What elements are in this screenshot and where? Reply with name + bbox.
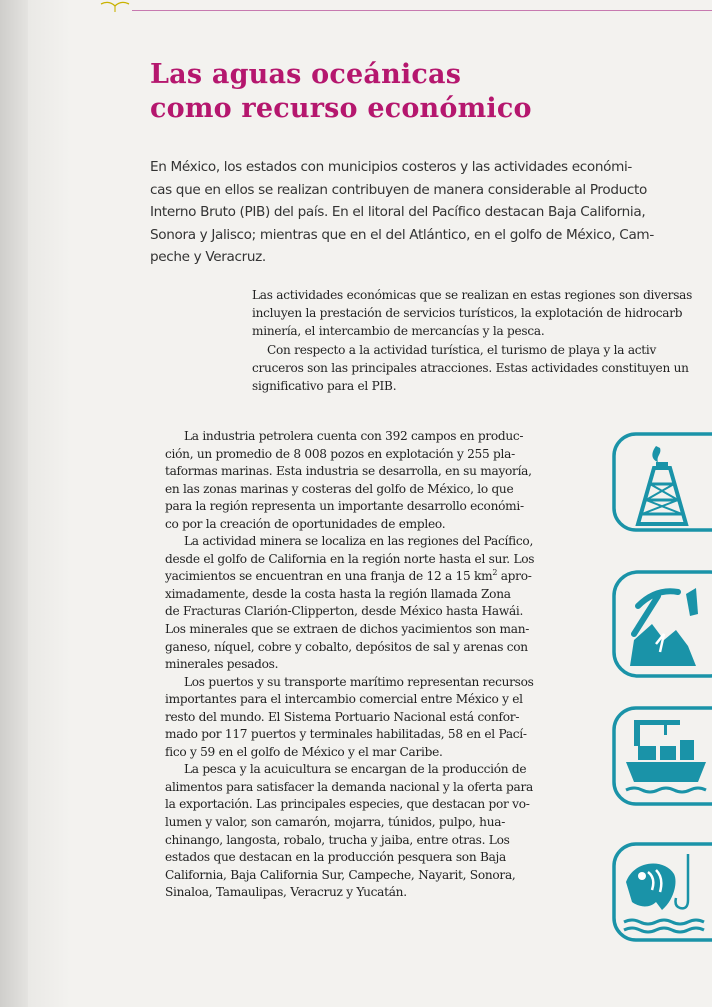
aside-line: incluyen la prestación de servicios turísticos, la explotación de hidrocarb — [252, 306, 683, 321]
superscript: 2 — [492, 568, 498, 578]
main-line: minerales pesados. — [165, 657, 279, 672]
main-line: desde el golfo de California en la región norte hasta el sur. Los — [165, 551, 535, 566]
intro-line: En México, los estados con municipios costeros y las actividades económi- — [150, 159, 632, 175]
title-line-2: como recurso económico — [150, 93, 532, 124]
aside-line: minería, el intercambio de mercancías y la pesca. — [252, 324, 545, 339]
main-line: importantes para el intercambio comercial entre México y el — [165, 692, 523, 707]
main-line — [165, 568, 565, 586]
main-line: resto del mundo. El Sistema Portuario Nacional está confor- — [165, 709, 520, 724]
main-line: ganeso, níquel, cobre y cobalto, depósitos de sal y arenas con — [165, 639, 528, 654]
main-line: Los minerales que se extraen de dichos yacimientos son man- — [165, 622, 530, 637]
main-line: co por la creación de oportunidades de empleo. — [165, 516, 446, 531]
main-line: la exportación. Las principales especies, que destacan por vo- — [165, 797, 530, 812]
page-title — [150, 58, 532, 126]
mining-icon — [612, 570, 712, 678]
main-line: La actividad minera se localiza en las regiones del Pacífico, — [184, 534, 534, 549]
aside-line: cruceros son las principales atracciones. Estas actividades constituyen un — [252, 360, 689, 375]
main-line: Los puertos y su transporte marítimo representan recursos — [184, 674, 534, 689]
main-line-text: yacimientos se encuentran en una franja de 12 a 15 km — [165, 569, 493, 584]
top-ornament-icon — [95, 0, 135, 16]
main-line: para la región representa un importante desarrollo económi- — [165, 499, 524, 514]
fishing-icon — [612, 842, 712, 942]
page-gutter-edge — [0, 0, 28, 1007]
main-line: estados que destacan en la producción pesquera son Baja — [165, 850, 506, 865]
top-rule — [132, 10, 712, 11]
aside-line: Las actividades económicas que se realizan en estas regiones son diversas — [252, 288, 693, 302]
cargo-ship-icon — [612, 706, 712, 806]
main-line: taformas marinas. Esta industria se desarrolla, en su mayoría, — [165, 464, 532, 479]
intro-line: cas que en ellos se realizan contribuyen de manera considerable al Producto — [150, 181, 647, 198]
aside-line: Con respecto a la actividad turística, el turismo de playa y la activ — [267, 342, 657, 357]
main-line: de Fracturas Clarión-Clipperton, desde México hasta Hawái. — [165, 604, 524, 619]
aside-line: significativo para el PIB. — [252, 379, 397, 394]
main-line: chinango, langosta, robalo, trucha y jaiba, entre otras. Los — [165, 832, 510, 847]
intro-line: peche y Veracruz. — [150, 249, 266, 266]
intro-line: Interno Bruto (PIB) del país. En el litoral del Pacífico destacan Baja California, — [150, 204, 646, 221]
main-line: California, Baja California Sur, Campeche, Nayarit, Sonora, — [165, 867, 516, 882]
intro-paragraph — [150, 156, 670, 269]
main-line: mado por 117 puertos y terminales habilitadas, 58 en el Pací- — [165, 727, 527, 742]
title-line-1: Las aguas oceánicas — [150, 59, 462, 90]
main-text — [165, 428, 565, 902]
main-line: ción, un promedio de 8 008 pozos en explotación y 255 pla- — [165, 446, 515, 461]
oil-rig-icon — [612, 432, 712, 532]
main-line: La pesca y la acuicultura se encargan de la producción de — [184, 762, 527, 777]
main-line: alimentos para satisfacer la demanda nacional y la oferta para — [165, 779, 533, 794]
aside-paragraph — [252, 286, 712, 395]
main-line: Sinaloa, Tamaulipas, Veracruz y Yucatán. — [165, 885, 407, 900]
main-line: en las zonas marinas y costeras del golfo de México, lo que — [165, 481, 514, 496]
main-line: lumen y valor, son camarón, mojarra, túnidos, pulpo, hua- — [165, 815, 506, 830]
main-line: La industria petrolera cuenta con 392 campos en produc- — [184, 429, 524, 443]
main-line: fico y 59 en el golfo de México y el mar Caribe. — [165, 744, 443, 759]
main-line-suffix: apro- — [497, 569, 532, 584]
intro-line: Sonora y Jalisco; mientras que en el del Atlántico, en el golfo de México, Cam- — [150, 226, 654, 243]
main-line: ximadamente, desde la costa hasta la región llamada Zona — [165, 586, 511, 601]
